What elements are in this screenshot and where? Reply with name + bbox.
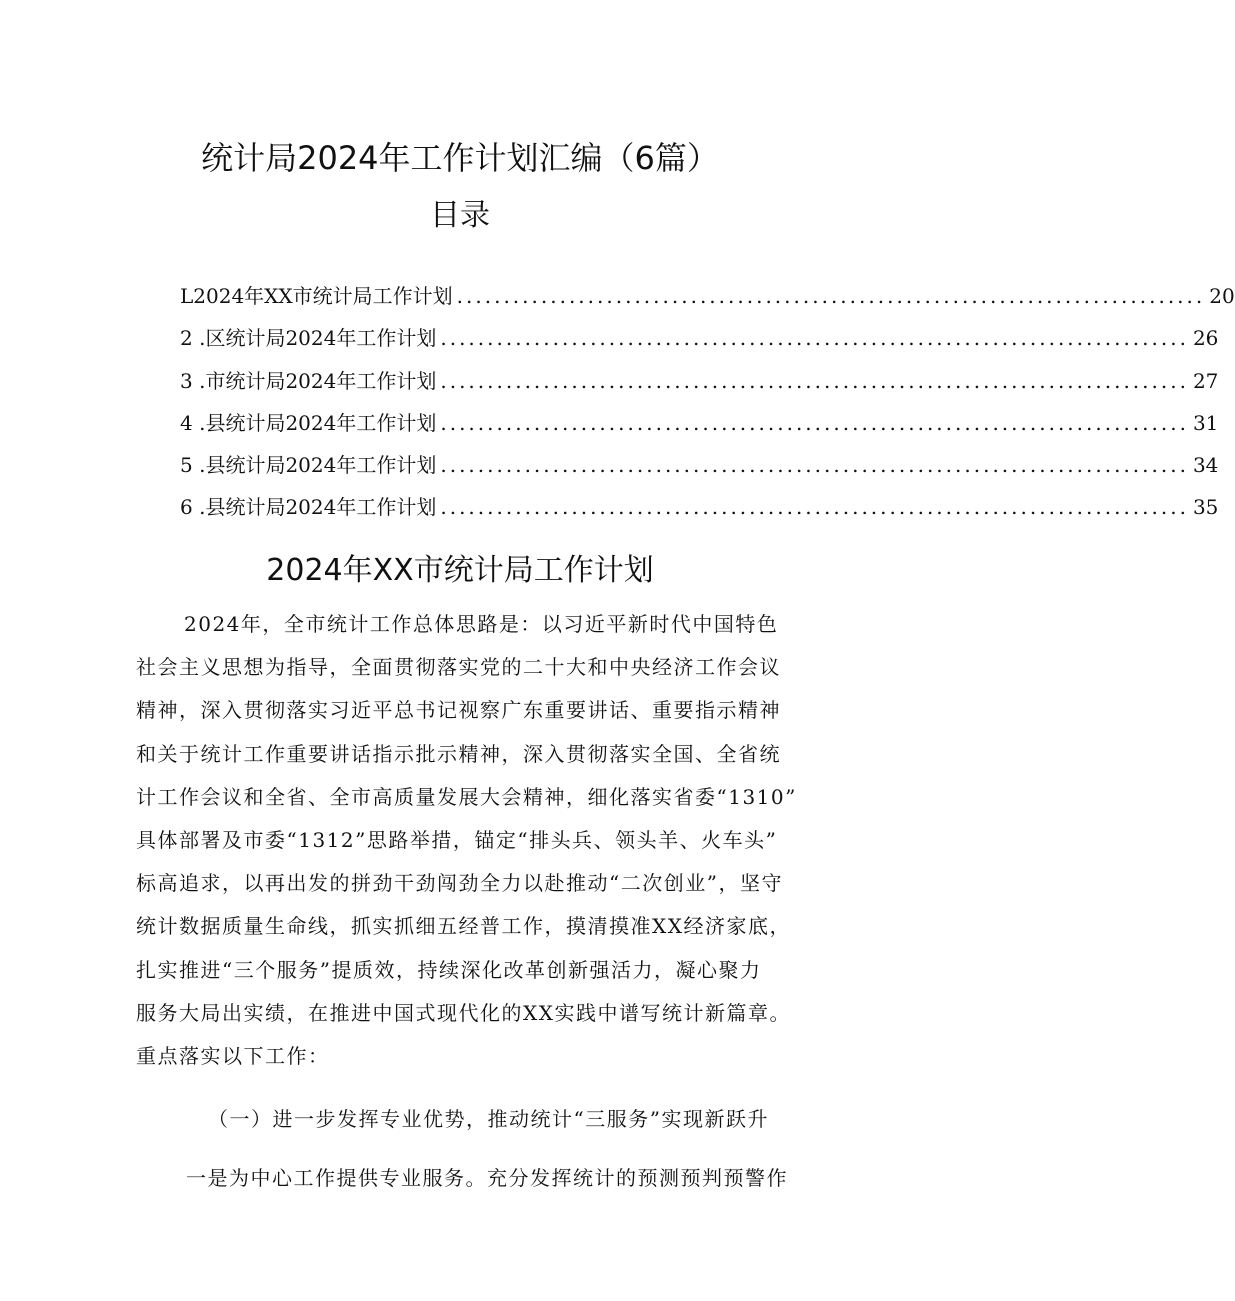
toc-item[interactable] [180, 491, 1219, 533]
toc-item[interactable] [180, 449, 1219, 491]
table-of-contents [180, 280, 1235, 534]
toc-item-label: 区统计局2024年工作计划 [205, 326, 437, 351]
paragraph-line: 标高追求，以再出发的拼劲干劲闯劲全力以赴推动“二次创业”，坚守 [136, 871, 783, 896]
toc-leader-dots: ................................................................................ [440, 326, 1189, 351]
toc-item-page: 20 [1209, 284, 1235, 308]
toc-item-label: 县统计局2024年工作计划 [205, 453, 437, 478]
toc-leader-dots: ................................................................................ [440, 495, 1189, 520]
paragraph-line: 统计数据质量生命线，抓实抓细五经普工作，摸清摸准XX经济家底， [136, 914, 791, 939]
paragraph-line: 社会主义思想为指导，全面贯彻落实党的二十大和中央经济工作会议 [136, 655, 781, 680]
toc-item[interactable] [180, 280, 1235, 322]
paragraph-line: 精神，深入贯彻落实习近平总书记视察广东重要讲话、重要指示精神 [136, 698, 781, 723]
toc-item-number: L [180, 284, 194, 308]
toc-item-label: 县统计局2024年工作计划 [205, 495, 437, 520]
paragraph-line: 和关于统计工作重要讲话指示批示精神，深入贯彻落实全国、全省统 [136, 741, 781, 766]
toc-item-number: 2 . [180, 326, 206, 351]
toc-item-label: 县统计局2024年工作计划 [205, 410, 437, 435]
toc-leader-dots: ................................................................................ [440, 410, 1189, 435]
toc-item-label: 市统计局2024年工作计划 [205, 368, 437, 393]
toc-item-page: 34 [1192, 453, 1219, 478]
paragraph-line: 一是为中心工作提供专业服务。充分发挥统计的预测预判预警作 [186, 1166, 788, 1190]
paragraph-line: 重点落实以下工作： [136, 1043, 330, 1068]
body-paragraph [136, 603, 804, 1078]
toc-item[interactable] [180, 407, 1219, 449]
document-title: 统计局2024年工作计划汇编（6篇） [201, 139, 719, 177]
toc-item-number: 4 . [180, 410, 206, 435]
toc-item-page: 26 [1192, 326, 1219, 351]
toc-item[interactable] [180, 322, 1219, 364]
toc-item-page: 35 [1192, 495, 1219, 520]
toc-item[interactable] [180, 365, 1219, 407]
toc-item-number: 3 . [180, 368, 206, 393]
toc-heading: 目录 [430, 198, 490, 233]
toc-item-label: 2024年XX市统计局工作计划 [193, 284, 453, 308]
section-title: 2024年XX市统计局工作计划 [266, 553, 654, 588]
toc-leader-dots: ................................................................................ [440, 453, 1189, 478]
paragraph-line: 2024年，全市统计工作总体思路是：以习近平新时代中国特色 [184, 612, 779, 636]
toc-leader-dots: ................................................................................ [456, 284, 1206, 308]
toc-item-number: 5 . [180, 453, 206, 478]
toc-item-number: 6 . [180, 495, 206, 520]
toc-leader-dots: ................................................................................ [440, 368, 1189, 393]
paragraph-line: 具体部署及市委“1312”思路举措，锚定“排头兵、领头羊、火车头” [136, 827, 778, 852]
paragraph-line: 扎实推进“三个服务”提质效，持续深化改革创新强活力，凝心聚力 [136, 957, 762, 982]
toc-item-page: 31 [1192, 410, 1219, 435]
paragraph-line: 计工作会议和全省、全市高质量发展大会精神，细化落实省委“1310” [136, 784, 797, 809]
toc-item-page: 27 [1192, 368, 1219, 393]
paragraph-line: 服务大局出实绩，在推进中国式现代化的XX实践中谱写统计新篇章。 [136, 1000, 791, 1025]
subheading: （一）进一步发挥专业优势，推动统计“三服务”实现新跃升 [208, 1107, 769, 1131]
